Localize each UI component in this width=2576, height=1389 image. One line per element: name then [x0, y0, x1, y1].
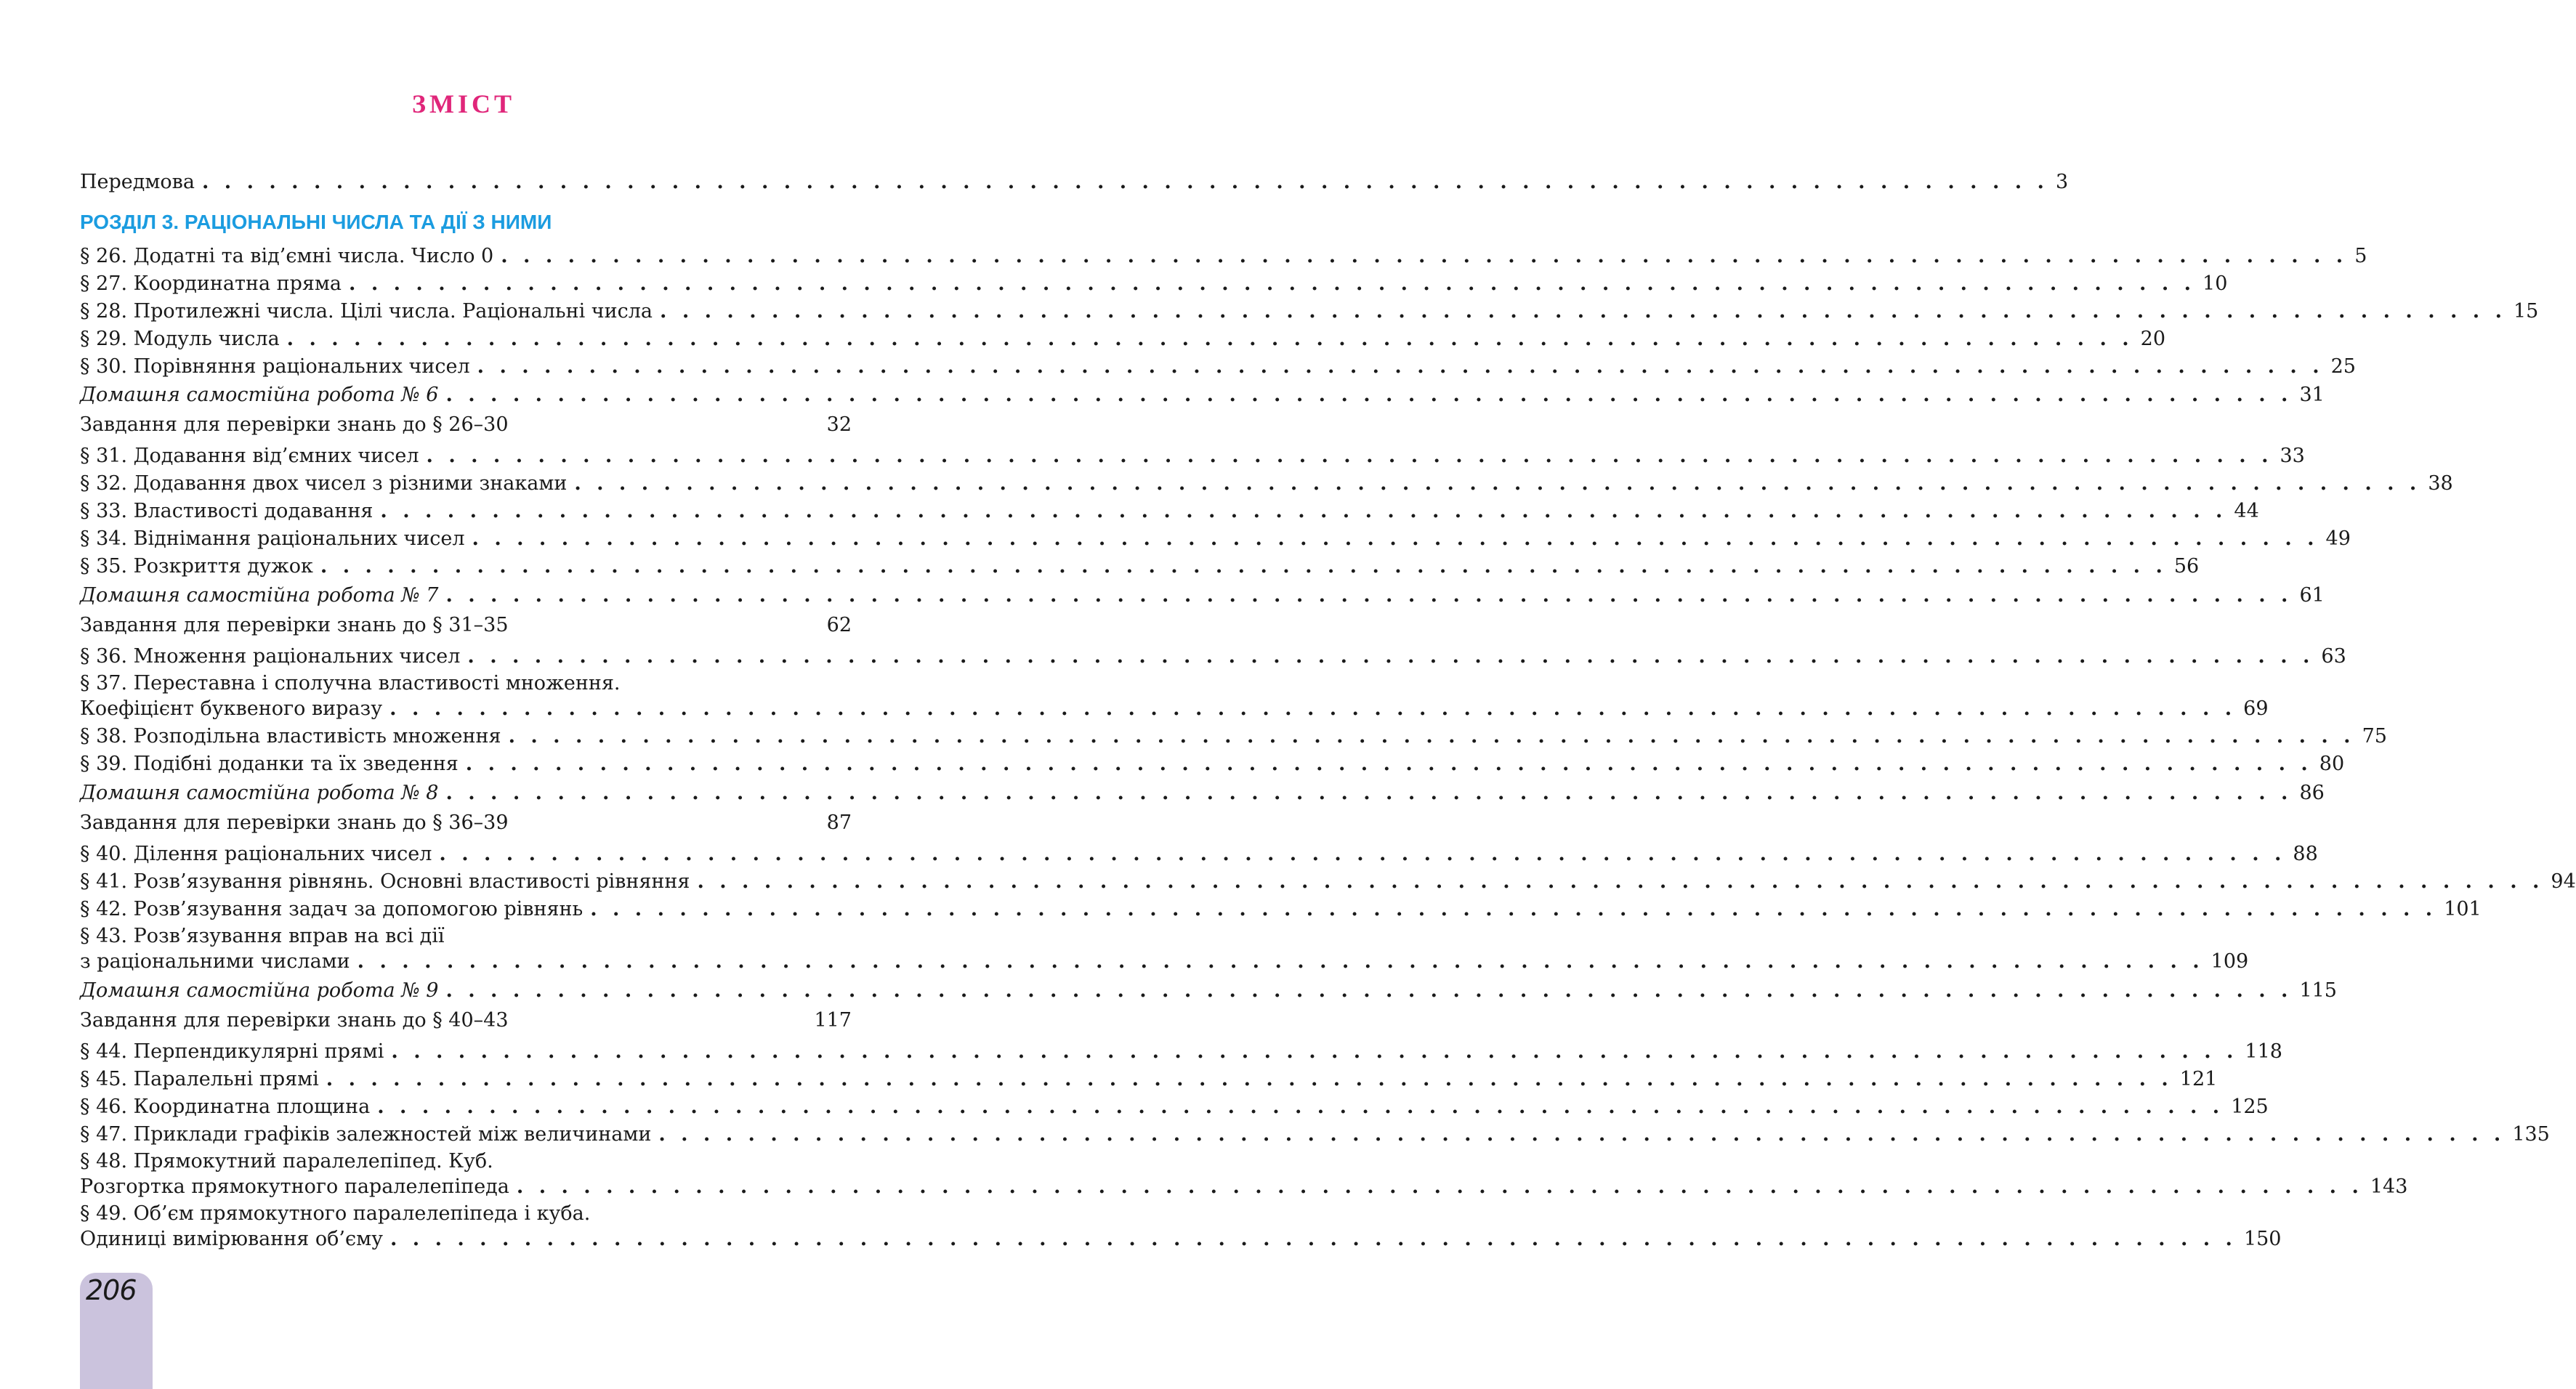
toc-entry-label: Коефіцієнт буквеного виразу: [80, 697, 383, 720]
toc-entry[interactable]: [80, 499, 2259, 524]
dot-leader: . . . . . . . . . . . . . . . . . . . . . . . . . . . . . . . . . . . . . . . . . . . . . . . . . . . . . . . . . . . . . . . . . . . . . . . . . . . . . . . . . . .: [357, 950, 2204, 973]
dot-leader: . . . . . . . . . . . . . . . . . . . . . . . . . . . . . . . . . . . . . . . . . . . . . . . . . . . . . . . . . . . . . . . . . . . . . . . . . . . . . . . . . . .: [445, 782, 2293, 804]
toc-entry[interactable]: [80, 554, 2200, 579]
toc-entry[interactable]: [80, 244, 2367, 269]
toc-entry-page: 10: [2202, 272, 2228, 295]
dot-leader: . . . . . . . . . . . . . . . . . . . . . . . . . . . . . . . . . . . . . . . . . . . . . . . . . . . . . . . . . . . . . . . . . . . . . . . . . . . . . . . . . . .: [658, 1123, 2506, 1146]
toc-entry-page: 87: [826, 811, 852, 834]
dot-leader: . . . . . . . . . . . . . . . . . . . . . . . . . . . . . . . . . . . . . . . . . . . . . . . . . . . . . . . . . . . . . . . . . . . . . . . . . . . . . . . . . . .: [426, 445, 2273, 467]
toc-entry[interactable]: [80, 752, 2345, 777]
section-heading: РОЗДІЛ 3. РАЦІОНАЛЬНІ ЧИСЛА ТА ДІЇ З НИМИ: [80, 211, 552, 233]
dot-leader: . . . . . . . . . . . . . . . . . . . . . . . . . . . . . . . . . . . . . . . . . . . . . . . . . . . . . . . . . . . . . . . . . . . . . . . . . . . . . . . . . . .: [445, 384, 2293, 406]
toc-entry[interactable]: [80, 724, 2387, 749]
toc-entry-label: § 39. Подібні доданки та їх зведення: [80, 753, 459, 775]
toc-entry-label: § 31. Додавання від’ємних чисел: [80, 445, 419, 467]
toc-entry-page: 75: [2362, 725, 2387, 748]
toc-entry-first-line: § 48. Прямокутний паралелепіпед. Куб.: [80, 1150, 493, 1173]
toc-entry[interactable]: [80, 527, 2351, 551]
dot-leader: . . . . . . . . . . . . . . . . . . . . . . . . . . . . . . . . . . . . . . . . . . . . . . . . . . . . . . . . . . . . . . . . . . . . . . . . . . . . . . . . . . .: [501, 245, 2348, 267]
toc-entry-page: 125: [2231, 1096, 2269, 1118]
toc-entry-label: Домашня самостійна робота № 6: [80, 384, 439, 406]
toc-entry-label: § 32. Додавання двох чисел з різними знаками: [80, 472, 568, 495]
toc-entry[interactable]: [80, 697, 2269, 721]
toc-entry-page: 15: [2514, 300, 2539, 323]
dot-leader: . . . . . . . . . . . . . . . . . . . . . . . . . . . . . . . . . . . . . . . . . . . . . . . . . . . . . . . . . . . . . . . . . . . . . . . . . . . . . . . . . . .: [697, 870, 2544, 893]
toc-entry[interactable]: [80, 471, 2453, 496]
dot-leader: . . . . . . . . . . . . . . . . . . . . . . . . . . . . . . . . . . . . . . . . . . . . . . . . . . . . . . . . . . . . . . . . . . . . . . . . . . . . . . . . . . .: [508, 725, 2355, 748]
page-number-tab: [80, 1273, 153, 1389]
toc-entry-label: Домашня самостійна робота № 9: [80, 979, 439, 1002]
toc-entry-page: 61: [2299, 584, 2325, 607]
toc-entry-label: § 47. Приклади графіків залежностей між величинами: [80, 1123, 652, 1146]
toc-entry-label: § 26. Додатні та від’ємні числа. Число 0: [80, 245, 494, 267]
toc-entry[interactable]: [80, 383, 2325, 408]
toc-entry-label: § 41. Розв’язування рівнянь. Основні властивості рівняння: [80, 870, 690, 893]
toc-entry[interactable]: [80, 979, 2337, 1003]
toc-entry-label: § 42. Розв’язування задач за допомогою рівнянь: [80, 898, 584, 920]
toc-entry-label: § 46. Координатна площина: [80, 1096, 371, 1118]
dot-leader: . . . . . . . . . . . . . . . . . . . . . . . . . . . . . . . . . . . . . . . . . . . . . . . . . . . . . . . . . . . . . . . . . . . . . . . . . . . . . . . . . . .: [349, 272, 2196, 295]
toc-entry-page: 20: [2140, 328, 2166, 350]
toc-entry-page: 94: [2551, 870, 2576, 893]
toc-entry-first-line: § 49. Об’єм прямокутного паралелепіпеда і куба.: [80, 1202, 591, 1225]
toc-entry-page: 32: [826, 413, 852, 436]
dot-leader: . . . . . . . . . . . . . . . . . . . . . . . . . . . . . . . . . . . . . . . . . . . . . . . . . . . . . . . . . . . . . . . . . . . . . . . . . . . . . . . . . . .: [477, 355, 2324, 378]
dot-leader: . . . . . . . . . . . . . . . . . . . . . . . . . . . . . . . . . . . . . . . . . . . . . . . . . . . . . . . . . . . . . . . . . . . . . . . . . . . . . . . . . . .: [660, 300, 2506, 323]
toc-entry-page: 25: [2330, 355, 2356, 378]
toc-entry-label: Завдання для перевірки знань до § 40–43: [80, 1009, 509, 1032]
dot-leader: . . . . . . . . . . . . . . . . . . . . . . . . . . . . . . . . . . . . . . . . . . . . . . . . . . . . . . . . . . . . . . . . . . . . . . . . . . . . . . . . . . .: [320, 555, 2167, 578]
dot-leader: . . . . . . . . . . . . . . . . . . . . . . . . . . . . . . . . . . . . . . . . . . . . . . . . . . . . . . . . . . . . . . . . . . . . . . . . . . . . . . . . . . .: [590, 898, 2437, 920]
toc-entry-page: 118: [2245, 1040, 2282, 1063]
toc-entry-page: 3: [2055, 171, 2069, 193]
dot-leader: . . . . . . . . . . . . . . . . . . . . . . . . . . . . . . . . . . . . . . . . . . . . . . . . . . . . . . . . . . . . . . . . . . . . . . . . . . . . . . . . . . .: [439, 843, 2286, 865]
toc-entry-page: 109: [2210, 950, 2249, 973]
toc-entry-page: 135: [2512, 1123, 2550, 1146]
toc-entry-page: 117: [814, 1009, 852, 1032]
toc-entry-label: § 45. Паралельні прямі: [80, 1068, 319, 1090]
toc-entry-page: 88: [2293, 843, 2318, 865]
toc-entry-label: Завдання для перевірки знань до § 36–39: [80, 811, 509, 834]
dot-leader: . . . . . . . . . . . . . . . . . . . . . . . . . . . . . . . . . . . . . . . . . . . . . . . . . . . . . . . . . . . . . . . . . . . . . . . . . . . . . . . . . . .: [326, 1068, 2173, 1090]
dot-leader: . . . . . . . . . . . . . . . . . . . . . . . . . . . . . . . . . . . . . . . . . . . . . . . . . . . . . . . . . . . . . . . . . . . . . . . . . . . . . . . . . . .: [286, 328, 2133, 350]
toc-entry-page: 121: [2179, 1068, 2218, 1090]
dot-leader: . . . . . . . . . . . . . . . . . . . . . . . . . . . . . . . . . . . . . . . . . . . . . . . . . . . . . . . . . . . . . . . . . . . . . . . . . . . . . . . . . . .: [445, 979, 2293, 1002]
toc-entry-preface[interactable]: [80, 170, 2069, 195]
toc-entry-label: § 36. Множення раціональних чисел: [80, 645, 461, 668]
toc-entry[interactable]: [80, 644, 2346, 669]
toc-entry[interactable]: [80, 811, 852, 835]
toc-entry-label: § 40. Ділення раціональних чисел: [80, 843, 432, 865]
dot-leader: . . . . . . . . . . . . . . . . . . . . . . . . . . . . . . . . . . . . . . . . . . . . . . . . . . . . . . . . . . . . . . . . . . . . . . . . . . . . . . . . . . .: [445, 584, 2293, 607]
toc-entry[interactable]: [80, 444, 2305, 469]
dot-leader: . . . . . . . . . . . . . . . . . . . . . . . . . . . . . . . . . . . . . . . . . . . . . . . . . . . . . . . . . . . . . . . . . . . . . . . . . . . . . . . . . . .: [465, 753, 2312, 775]
toc-entry-page: 86: [2299, 782, 2325, 804]
toc-entry-first-line: § 43. Розв’язування вправ на всі дії: [80, 925, 445, 947]
toc-entry[interactable]: [80, 842, 2318, 867]
page-title: ЗМІСТ: [412, 89, 515, 118]
toc-entry-page: 62: [826, 614, 852, 636]
toc-entry-label: Завдання для перевірки знань до § 26–30: [80, 413, 509, 436]
toc-entry[interactable]: [80, 613, 852, 638]
dot-leader: . . . . . . . . . . . . . . . . . . . . . . . . . . . . . . . . . . . . . . . . . . . . . . . . . . . . . . . . . . . . . . . . . . . . . . . . . . . . . . . . . . .: [389, 1228, 2237, 1250]
toc-entry-page: 150: [2243, 1228, 2282, 1250]
toc-entry[interactable]: [80, 781, 2325, 806]
toc-entry[interactable]: [80, 1040, 2282, 1064]
toc-entry[interactable]: [80, 327, 2166, 352]
toc-entry-label: § 33. Властивості додавання: [80, 500, 374, 522]
toc-entry[interactable]: [80, 1095, 2269, 1119]
toc-entry-page: 44: [2234, 500, 2259, 522]
toc-entry-label: Завдання для перевірки знань до § 31–35: [80, 614, 509, 636]
toc-entry-page: 143: [2370, 1175, 2408, 1198]
toc-entry-label: з раціональними числами: [80, 950, 350, 973]
dot-leader: . . . . . . . . . . . . . . . . . . . . . . . . . . . . . . . . . . . . . . . . . . . . . . . . . . . . . . . . . . . . . . . . . . . . . . . . . . . . . . . . . . .: [516, 1175, 2363, 1198]
toc-entry-label: Передмова: [80, 171, 195, 193]
page-number: 206: [86, 1274, 137, 1306]
toc-entry-label: Домашня самостійна робота № 8: [80, 782, 439, 804]
toc-entry[interactable]: [80, 1227, 2282, 1252]
toc-entry-page: 5: [2354, 245, 2367, 267]
toc-entry[interactable]: [80, 1067, 2218, 1092]
dot-leader: . . . . . . . . . . . . . . . . . . . . . . . . . . . . . . . . . . . . . . . . . . . . . . . . . . . . . . . . . . . . . . . . . . . . . . . . . . . . . . . . . . .: [467, 645, 2314, 668]
toc-entry-label: § 28. Протилежні числа. Цілі числа. Раціональні числа: [80, 300, 653, 323]
toc-entry-page: 80: [2319, 753, 2345, 775]
dot-leader: . . . . . . . . . . . . . . . . . . . . . . . . . . . . . . . . . . . . . . . . . . . . . . . . . . . . . . . . . . . . . . . . . . . . . . . . . . . . . . . . . . .: [377, 1096, 2224, 1118]
toc-entry[interactable]: [80, 897, 2482, 922]
dot-leader: . . . . . . . . . . . . . . . . . . . . . . . . . . . . . . . . . . . . . . . . . . . . . . . . . . . . . . . . . . . . . . . . . . . . . . . . . . . . . . . . . . .: [201, 171, 2048, 193]
toc-entry-label: § 29. Модуль числа: [80, 328, 280, 350]
toc-entry-page: 69: [2243, 697, 2269, 720]
dot-leader: . . . . . . . . . . . . . . . . . . . . . . . . . . . . . . . . . . . . . . . . . . . . . . . . . . . . . . . . . . . . . . . . . . . . . . . . . . . . . . . . . . .: [472, 527, 2319, 550]
toc-entry-page: 49: [2325, 527, 2351, 550]
toc-entry-page: 56: [2173, 555, 2200, 578]
toc-entry[interactable]: [80, 870, 2576, 894]
toc-entry-page: 101: [2444, 898, 2482, 920]
dot-leader: . . . . . . . . . . . . . . . . . . . . . . . . . . . . . . . . . . . . . . . . . . . . . . . . . . . . . . . . . . . . . . . . . . . . . . . . . . . . . . . . . . .: [391, 1040, 2238, 1063]
toc-entry-page: 33: [2280, 445, 2305, 467]
dot-leader: . . . . . . . . . . . . . . . . . . . . . . . . . . . . . . . . . . . . . . . . . . . . . . . . . . . . . . . . . . . . . . . . . . . . . . . . . . . . . . . . . . .: [574, 472, 2421, 495]
toc-entry-page: 115: [2299, 979, 2337, 1002]
toc-entry[interactable]: [80, 583, 2325, 608]
toc-entry[interactable]: [80, 299, 2539, 324]
toc-entry[interactable]: [80, 1122, 2550, 1147]
toc-entry-page: 63: [2321, 645, 2346, 668]
dot-leader: . . . . . . . . . . . . . . . . . . . . . . . . . . . . . . . . . . . . . . . . . . . . . . . . . . . . . . . . . . . . . . . . . . . . . . . . . . . . . . . . . . .: [389, 697, 2237, 720]
toc-entry-label: Домашня самостійна робота № 7: [80, 584, 439, 607]
toc-entry[interactable]: [80, 1008, 852, 1033]
toc-entry-label: § 34. Віднімання раціональних чисел: [80, 527, 465, 550]
toc-entry-label: § 44. Перпендикулярні прямі: [80, 1040, 384, 1063]
toc-entry-first-line: § 37. Переставна і сполучна властивості множення.: [80, 672, 621, 694]
dot-leader: . . . . . . . . . . . . . . . . . . . . . . . . . . . . . . . . . . . . . . . . . . . . . . . . . . . . . . . . . . . . . . . . . . . . . . . . . . . . . . . . . . .: [380, 500, 2227, 522]
toc-entry-label: § 38. Розподільна властивість множення: [80, 725, 501, 748]
toc-entry-label: Розгортка прямокутного паралелепіпеда: [80, 1175, 509, 1198]
toc-entry-label: § 27. Координатна пряма: [80, 272, 342, 295]
toc-entry-label: § 35. Розкриття дужок: [80, 555, 313, 578]
toc-entry-page: 38: [2428, 472, 2453, 495]
toc-entry[interactable]: [80, 949, 2249, 974]
toc-entry[interactable]: [80, 355, 2356, 379]
toc-entry-page: 31: [2299, 384, 2325, 406]
toc-entry[interactable]: [80, 413, 852, 437]
toc-entry-label: § 30. Порівняння раціональних чисел: [80, 355, 470, 378]
toc-entry[interactable]: [80, 1175, 2408, 1199]
toc-entry-label: Одиниці вимірювання об’єму: [80, 1228, 383, 1250]
toc-entry[interactable]: [80, 272, 2228, 296]
